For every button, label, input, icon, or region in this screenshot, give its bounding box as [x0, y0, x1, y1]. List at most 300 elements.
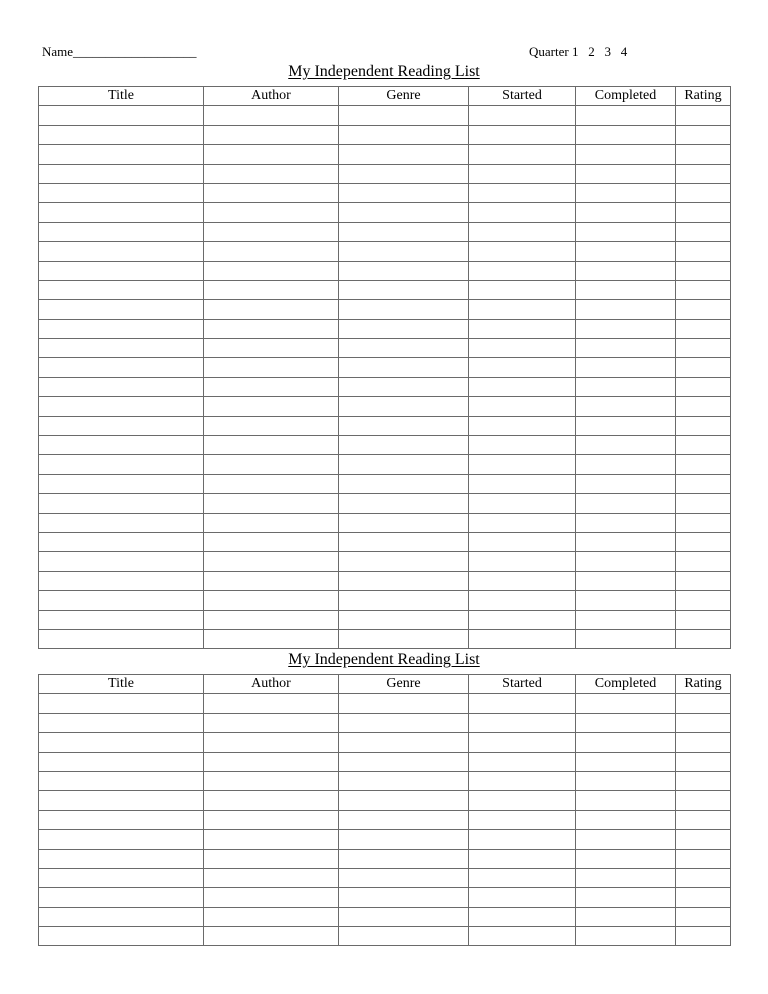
reading-list-table-1	[38, 86, 731, 649]
entry-cell-completed[interactable]	[576, 125, 676, 144]
table-row	[39, 771, 731, 790]
entry-cell-completed[interactable]	[576, 242, 676, 261]
table-row	[39, 203, 731, 222]
entry-cell-completed[interactable]	[576, 771, 676, 790]
table-row	[39, 552, 731, 571]
entry-cell-rating[interactable]	[676, 436, 731, 455]
entry-cell-author[interactable]	[204, 532, 339, 551]
entry-cell-started[interactable]	[469, 183, 576, 202]
table-row	[39, 830, 731, 849]
entry-cell-started[interactable]	[469, 694, 576, 713]
entry-cell-author[interactable]	[204, 339, 339, 358]
entry-cell-title[interactable]	[39, 455, 204, 474]
column-header-author: Author	[204, 675, 339, 694]
entry-cell-title[interactable]	[39, 474, 204, 493]
entry-cell-genre[interactable]	[339, 416, 469, 435]
entry-cell-genre[interactable]	[339, 810, 469, 829]
entry-cell-rating[interactable]	[676, 280, 731, 299]
entry-cell-started[interactable]	[469, 377, 576, 396]
entry-cell-completed[interactable]	[576, 571, 676, 590]
entry-cell-rating[interactable]	[676, 106, 731, 125]
entry-cell-rating[interactable]	[676, 358, 731, 377]
entry-cell-started[interactable]	[469, 455, 576, 474]
entry-cell-completed[interactable]	[576, 927, 676, 946]
entry-cell-started[interactable]	[469, 436, 576, 455]
entry-cell-started[interactable]	[469, 552, 576, 571]
entry-cell-started[interactable]	[469, 771, 576, 790]
entry-cell-genre[interactable]	[339, 771, 469, 790]
entry-cell-title[interactable]	[39, 733, 204, 752]
entry-cell-title[interactable]	[39, 106, 204, 125]
entry-cell-completed[interactable]	[576, 203, 676, 222]
entry-cell-author[interactable]	[204, 183, 339, 202]
entry-cell-title[interactable]	[39, 494, 204, 513]
entry-cell-genre[interactable]	[339, 791, 469, 810]
entry-cell-completed[interactable]	[576, 552, 676, 571]
entry-cell-genre[interactable]	[339, 474, 469, 493]
entry-cell-title[interactable]	[39, 416, 204, 435]
quarter-selector-label: Quarter 1 2 3 4	[529, 44, 628, 59]
entry-cell-author[interactable]	[204, 752, 339, 771]
entry-cell-completed[interactable]	[576, 610, 676, 629]
entry-cell-title[interactable]	[39, 377, 204, 396]
entry-cell-title[interactable]	[39, 339, 204, 358]
entry-cell-author[interactable]	[204, 849, 339, 868]
entry-cell-author[interactable]	[204, 377, 339, 396]
entry-cell-genre[interactable]	[339, 591, 469, 610]
table-row	[39, 145, 731, 164]
entry-cell-title[interactable]	[39, 713, 204, 732]
column-header-title: Title	[39, 87, 204, 106]
entry-cell-title[interactable]	[39, 571, 204, 590]
entry-cell-rating[interactable]	[676, 733, 731, 752]
entry-cell-author[interactable]	[204, 436, 339, 455]
table-row	[39, 183, 731, 202]
entry-cell-author[interactable]	[204, 397, 339, 416]
entry-cell-genre[interactable]	[339, 907, 469, 926]
entry-cell-author[interactable]	[204, 164, 339, 183]
entry-cell-title[interactable]	[39, 358, 204, 377]
entry-cell-completed[interactable]	[576, 849, 676, 868]
entry-cell-completed[interactable]	[576, 280, 676, 299]
entry-cell-title[interactable]	[39, 242, 204, 261]
entry-cell-title[interactable]	[39, 397, 204, 416]
entry-cell-author[interactable]	[204, 106, 339, 125]
table-row	[39, 791, 731, 810]
entry-cell-started[interactable]	[469, 610, 576, 629]
entry-cell-rating[interactable]	[676, 552, 731, 571]
entry-cell-title[interactable]	[39, 203, 204, 222]
entry-cell-rating[interactable]	[676, 888, 731, 907]
entry-cell-completed[interactable]	[576, 810, 676, 829]
entry-cell-rating[interactable]	[676, 339, 731, 358]
entry-cell-title[interactable]	[39, 513, 204, 532]
entry-cell-started[interactable]	[469, 397, 576, 416]
entry-cell-author[interactable]	[204, 591, 339, 610]
entry-cell-rating[interactable]	[676, 713, 731, 732]
entry-cell-author[interactable]	[204, 494, 339, 513]
entry-cell-genre[interactable]	[339, 377, 469, 396]
entry-cell-title[interactable]	[39, 771, 204, 790]
entry-cell-rating[interactable]	[676, 610, 731, 629]
entry-cell-rating[interactable]	[676, 494, 731, 513]
entry-cell-completed[interactable]	[576, 164, 676, 183]
entry-cell-completed[interactable]	[576, 436, 676, 455]
entry-cell-completed[interactable]	[576, 513, 676, 532]
table-row	[39, 629, 731, 648]
entry-cell-started[interactable]	[469, 868, 576, 887]
entry-cell-rating[interactable]	[676, 164, 731, 183]
table-row	[39, 222, 731, 241]
entry-cell-rating[interactable]	[676, 261, 731, 280]
table-row	[39, 907, 731, 926]
entry-cell-genre[interactable]	[339, 164, 469, 183]
entry-cell-title[interactable]	[39, 222, 204, 241]
entry-cell-author[interactable]	[204, 552, 339, 571]
table-row	[39, 849, 731, 868]
table-row	[39, 106, 731, 125]
entry-cell-genre[interactable]	[339, 629, 469, 648]
entry-cell-genre[interactable]	[339, 532, 469, 551]
entry-cell-author[interactable]	[204, 694, 339, 713]
entry-cell-rating[interactable]	[676, 591, 731, 610]
entry-cell-rating[interactable]	[676, 791, 731, 810]
entry-cell-completed[interactable]	[576, 791, 676, 810]
entry-cell-author[interactable]	[204, 474, 339, 493]
entry-cell-genre[interactable]	[339, 849, 469, 868]
entry-cell-author[interactable]	[204, 733, 339, 752]
entry-cell-rating[interactable]	[676, 907, 731, 926]
entry-cell-rating[interactable]	[676, 849, 731, 868]
entry-cell-title[interactable]	[39, 927, 204, 946]
reading-list-body-1	[39, 106, 731, 649]
entry-cell-rating[interactable]	[676, 203, 731, 222]
entry-cell-title[interactable]	[39, 849, 204, 868]
entry-cell-author[interactable]	[204, 358, 339, 377]
entry-cell-genre[interactable]	[339, 203, 469, 222]
column-header-completed: Completed	[576, 675, 676, 694]
entry-cell-completed[interactable]	[576, 416, 676, 435]
table-row	[39, 810, 731, 829]
entry-cell-completed[interactable]	[576, 733, 676, 752]
entry-cell-genre[interactable]	[339, 397, 469, 416]
table-row	[39, 455, 731, 474]
entry-cell-author[interactable]	[204, 513, 339, 532]
entry-cell-completed[interactable]	[576, 261, 676, 280]
entry-cell-title[interactable]	[39, 694, 204, 713]
entry-cell-genre[interactable]	[339, 694, 469, 713]
entry-cell-author[interactable]	[204, 610, 339, 629]
entry-cell-genre[interactable]	[339, 125, 469, 144]
entry-cell-started[interactable]	[469, 261, 576, 280]
entry-cell-rating[interactable]	[676, 474, 731, 493]
entry-cell-genre[interactable]	[339, 868, 469, 887]
entry-cell-started[interactable]	[469, 849, 576, 868]
table-row	[39, 494, 731, 513]
entry-cell-genre[interactable]	[339, 300, 469, 319]
entry-cell-completed[interactable]	[576, 888, 676, 907]
entry-cell-genre[interactable]	[339, 571, 469, 590]
table-row	[39, 300, 731, 319]
entry-cell-started[interactable]	[469, 125, 576, 144]
entry-cell-started[interactable]	[469, 513, 576, 532]
entry-cell-author[interactable]	[204, 416, 339, 435]
entry-cell-author[interactable]	[204, 927, 339, 946]
entry-cell-author[interactable]	[204, 810, 339, 829]
entry-cell-author[interactable]	[204, 222, 339, 241]
entry-cell-author[interactable]	[204, 571, 339, 590]
entry-cell-title[interactable]	[39, 810, 204, 829]
entry-cell-started[interactable]	[469, 927, 576, 946]
table-row	[39, 125, 731, 144]
entry-cell-rating[interactable]	[676, 810, 731, 829]
entry-cell-title[interactable]	[39, 280, 204, 299]
entry-cell-title[interactable]	[39, 300, 204, 319]
entry-cell-author[interactable]	[204, 203, 339, 222]
entry-cell-rating[interactable]	[676, 752, 731, 771]
entry-cell-title[interactable]	[39, 436, 204, 455]
entry-cell-completed[interactable]	[576, 532, 676, 551]
reading-list-table-2	[38, 674, 731, 946]
entry-cell-author[interactable]	[204, 888, 339, 907]
entry-cell-completed[interactable]	[576, 377, 676, 396]
entry-cell-started[interactable]	[469, 145, 576, 164]
entry-cell-author[interactable]	[204, 455, 339, 474]
table-header-row	[39, 87, 731, 106]
entry-cell-title[interactable]	[39, 610, 204, 629]
entry-cell-rating[interactable]	[676, 455, 731, 474]
table-row	[39, 280, 731, 299]
entry-cell-title[interactable]	[39, 145, 204, 164]
entry-cell-completed[interactable]	[576, 397, 676, 416]
table-row	[39, 436, 731, 455]
entry-cell-genre[interactable]	[339, 436, 469, 455]
entry-cell-rating[interactable]	[676, 183, 731, 202]
entry-cell-author[interactable]	[204, 868, 339, 887]
column-header-completed: Completed	[576, 87, 676, 106]
entry-cell-started[interactable]	[469, 474, 576, 493]
entry-cell-rating[interactable]	[676, 242, 731, 261]
entry-cell-started[interactable]	[469, 319, 576, 338]
table-row	[39, 513, 731, 532]
entry-cell-title[interactable]	[39, 591, 204, 610]
entry-cell-started[interactable]	[469, 222, 576, 241]
table-row	[39, 713, 731, 732]
entry-cell-started[interactable]	[469, 713, 576, 732]
entry-cell-genre[interactable]	[339, 610, 469, 629]
entry-cell-genre[interactable]	[339, 280, 469, 299]
entry-cell-started[interactable]	[469, 733, 576, 752]
entry-cell-genre[interactable]	[339, 455, 469, 474]
entry-cell-completed[interactable]	[576, 319, 676, 338]
entry-cell-started[interactable]	[469, 532, 576, 551]
entry-cell-genre[interactable]	[339, 319, 469, 338]
entry-cell-started[interactable]	[469, 810, 576, 829]
entry-cell-genre[interactable]	[339, 358, 469, 377]
entry-cell-genre[interactable]	[339, 339, 469, 358]
table-row	[39, 532, 731, 551]
entry-cell-started[interactable]	[469, 629, 576, 648]
entry-cell-author[interactable]	[204, 261, 339, 280]
entry-cell-completed[interactable]	[576, 474, 676, 493]
entry-cell-author[interactable]	[204, 319, 339, 338]
entry-cell-title[interactable]	[39, 552, 204, 571]
entry-cell-completed[interactable]	[576, 106, 676, 125]
entry-cell-completed[interactable]	[576, 591, 676, 610]
entry-cell-genre[interactable]	[339, 830, 469, 849]
entry-cell-rating[interactable]	[676, 532, 731, 551]
entry-cell-rating[interactable]	[676, 771, 731, 790]
entry-cell-started[interactable]	[469, 494, 576, 513]
entry-cell-started[interactable]	[469, 752, 576, 771]
entry-cell-genre[interactable]	[339, 752, 469, 771]
entry-cell-title[interactable]	[39, 752, 204, 771]
entry-cell-rating[interactable]	[676, 513, 731, 532]
entry-cell-completed[interactable]	[576, 830, 676, 849]
entry-cell-genre[interactable]	[339, 222, 469, 241]
entry-cell-completed[interactable]	[576, 713, 676, 732]
entry-cell-started[interactable]	[469, 242, 576, 261]
entry-cell-started[interactable]	[469, 907, 576, 926]
entry-cell-completed[interactable]	[576, 752, 676, 771]
entry-cell-completed[interactable]	[576, 183, 676, 202]
entry-cell-started[interactable]	[469, 280, 576, 299]
entry-cell-genre[interactable]	[339, 261, 469, 280]
column-header-title: Title	[39, 675, 204, 694]
entry-cell-rating[interactable]	[676, 868, 731, 887]
entry-cell-rating[interactable]	[676, 629, 731, 648]
entry-cell-completed[interactable]	[576, 455, 676, 474]
entry-cell-author[interactable]	[204, 300, 339, 319]
entry-cell-title[interactable]	[39, 125, 204, 144]
entry-cell-completed[interactable]	[576, 222, 676, 241]
entry-cell-title[interactable]	[39, 183, 204, 202]
entry-cell-title[interactable]	[39, 907, 204, 926]
column-header-started: Started	[469, 87, 576, 106]
entry-cell-started[interactable]	[469, 300, 576, 319]
entry-cell-started[interactable]	[469, 339, 576, 358]
entry-cell-completed[interactable]	[576, 494, 676, 513]
entry-cell-author[interactable]	[204, 830, 339, 849]
entry-cell-author[interactable]	[204, 791, 339, 810]
entry-cell-author[interactable]	[204, 242, 339, 261]
entry-cell-rating[interactable]	[676, 397, 731, 416]
entry-cell-author[interactable]	[204, 280, 339, 299]
entry-cell-title[interactable]	[39, 532, 204, 551]
column-header-genre: Genre	[339, 87, 469, 106]
entry-cell-completed[interactable]	[576, 145, 676, 164]
entry-cell-genre[interactable]	[339, 552, 469, 571]
entry-cell-started[interactable]	[469, 358, 576, 377]
entry-cell-rating[interactable]	[676, 571, 731, 590]
table-row	[39, 242, 731, 261]
entry-cell-title[interactable]	[39, 629, 204, 648]
entry-cell-genre[interactable]	[339, 494, 469, 513]
entry-cell-author[interactable]	[204, 629, 339, 648]
table-row	[39, 752, 731, 771]
entry-cell-started[interactable]	[469, 164, 576, 183]
entry-cell-genre[interactable]	[339, 106, 469, 125]
entry-cell-genre[interactable]	[339, 242, 469, 261]
entry-cell-title[interactable]	[39, 888, 204, 907]
entry-cell-title[interactable]	[39, 261, 204, 280]
entry-cell-rating[interactable]	[676, 145, 731, 164]
entry-cell-completed[interactable]	[576, 907, 676, 926]
entry-cell-genre[interactable]	[339, 713, 469, 732]
column-header-genre: Genre	[339, 675, 469, 694]
table-row	[39, 164, 731, 183]
worksheet-header	[0, 44, 768, 64]
entry-cell-author[interactable]	[204, 125, 339, 144]
entry-cell-genre[interactable]	[339, 733, 469, 752]
entry-cell-rating[interactable]	[676, 377, 731, 396]
table-row	[39, 377, 731, 396]
entry-cell-title[interactable]	[39, 830, 204, 849]
entry-cell-rating[interactable]	[676, 319, 731, 338]
entry-cell-rating[interactable]	[676, 125, 731, 144]
entry-cell-rating[interactable]	[676, 694, 731, 713]
entry-cell-author[interactable]	[204, 145, 339, 164]
table-row	[39, 339, 731, 358]
table-row	[39, 571, 731, 590]
entry-cell-genre[interactable]	[339, 145, 469, 164]
column-header-started: Started	[469, 675, 576, 694]
entry-cell-rating[interactable]	[676, 222, 731, 241]
entry-cell-completed[interactable]	[576, 868, 676, 887]
entry-cell-author[interactable]	[204, 907, 339, 926]
entry-cell-title[interactable]	[39, 791, 204, 810]
entry-cell-genre[interactable]	[339, 927, 469, 946]
entry-cell-genre[interactable]	[339, 888, 469, 907]
entry-cell-started[interactable]	[469, 416, 576, 435]
entry-cell-completed[interactable]	[576, 339, 676, 358]
entry-cell-rating[interactable]	[676, 416, 731, 435]
table-row	[39, 733, 731, 752]
entry-cell-genre[interactable]	[339, 183, 469, 202]
entry-cell-genre[interactable]	[339, 513, 469, 532]
entry-cell-author[interactable]	[204, 713, 339, 732]
entry-cell-started[interactable]	[469, 591, 576, 610]
table-header-row	[39, 675, 731, 694]
entry-cell-started[interactable]	[469, 203, 576, 222]
entry-cell-completed[interactable]	[576, 694, 676, 713]
entry-cell-rating[interactable]	[676, 830, 731, 849]
entry-cell-started[interactable]	[469, 791, 576, 810]
table-row	[39, 694, 731, 713]
table-row	[39, 261, 731, 280]
table-row	[39, 927, 731, 946]
entry-cell-title[interactable]	[39, 319, 204, 338]
table-row	[39, 474, 731, 493]
entry-cell-completed[interactable]	[576, 300, 676, 319]
table-row	[39, 591, 731, 610]
table-row	[39, 397, 731, 416]
table-row	[39, 358, 731, 377]
entry-cell-completed[interactable]	[576, 629, 676, 648]
table-row	[39, 416, 731, 435]
entry-cell-started[interactable]	[469, 830, 576, 849]
entry-cell-rating[interactable]	[676, 300, 731, 319]
entry-cell-title[interactable]	[39, 868, 204, 887]
entry-cell-started[interactable]	[469, 888, 576, 907]
entry-cell-title[interactable]	[39, 164, 204, 183]
entry-cell-author[interactable]	[204, 771, 339, 790]
entry-cell-started[interactable]	[469, 571, 576, 590]
entry-cell-completed[interactable]	[576, 358, 676, 377]
entry-cell-started[interactable]	[469, 106, 576, 125]
table-row	[39, 888, 731, 907]
entry-cell-rating[interactable]	[676, 927, 731, 946]
